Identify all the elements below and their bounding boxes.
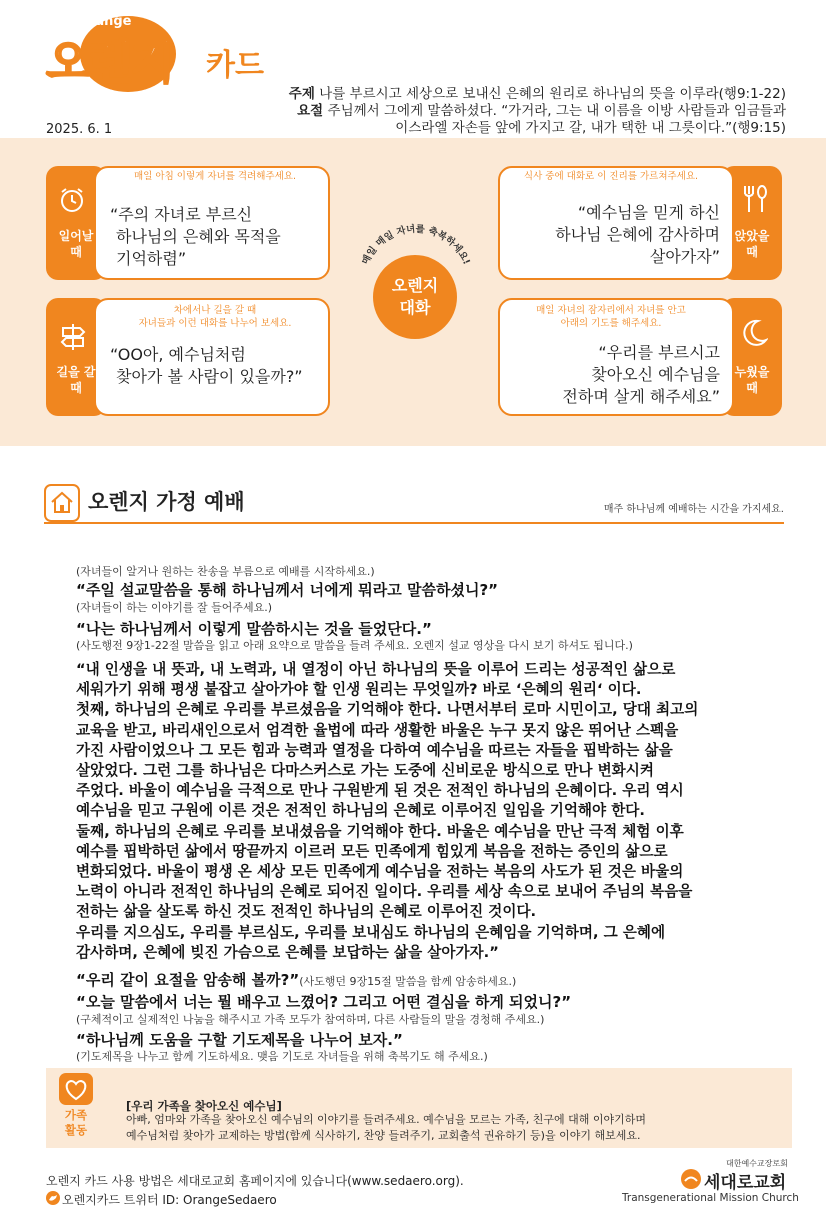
meal-quote: “예수님을 믿게 하신 하나님 은혜에 감사하며 살아가자”	[555, 203, 720, 266]
footer-twitter: 오렌지카드 트위터 ID: OrangeSedaero	[62, 1193, 277, 1207]
verse-text-2: 이스라엘 자손들 앞에 가지고 갈, 내가 택한 내 그릇이다.”(행9:15)	[395, 120, 786, 136]
family-tab-label: 가족 활동	[64, 1108, 88, 1137]
section-divider	[44, 522, 784, 524]
question-5: “하나님께 도움을 구할 기도제목을 나누어 보자.”	[76, 1031, 403, 1049]
fork-spoon-icon	[740, 184, 768, 214]
sermon-summary: “내 인생을 내 뜻과, 내 노력과, 내 열정이 아닌 하나님의 뜻을 이루어 드리는 성공적인 삶으로 세워가기 위해 평생 붙잡고 살아가야 할 인생 원리는 무엇일까? 바로 ‘은혜의 원리‘ 이다. 첫째, 하나님의 은혜로 우리를 부르셨음을 기억해야 한다. 나면서부터 로마 시민이고, 당대 최고의 교육을 받고, 바리새인으로서 엄격한 율법에 따라 생활한 바울은 누구 못지 않은 뛰어난 스펙을 가진 사람이었으나 그 모든 힘과 능력과 열정을 다하여 예수님을 따르는 자들을 핍박하는 삶을 살았었다. 그런 그를 하나님은 다마스커스로 가는 도중에 신비로운 방식으로 만나 변화시켜 주었다. 바울이 예수님을 극적으로 만나 구원받게 된 것은 전적인 하나님의 은혜이다. 우리 역시 예수님을 믿고 구원에 이른 것은 전적인 하나님의 은혜로 이루어진 일임을 기억해야 한다. 둘째, 하나님의 은혜로 우리를 보내셨음을 기억해야 한다. 바울은 예수님을 만난 극적 체험 이후 예수를 핍박하던 삶에서 땅끝까지 이르러 모든 민족에게 힘있게 복음을 전하는 증인의 삶으로 변화되었다. 바울이 평생 온 세상 모든 민족에게 예수님을 전하는 복음의 사도가 된 것은 바울의 노력이 아니라 전적인 하나님의 은혜로 되어진 일이다. 우리를 세상 속으로 보내어 주님의 복음을 전하는 삶을 살도록 하신 것도 전적인 하나님의 은혜로 이루어진 것이다. 우리를 지으심도, 우리를 부르심도, 우리를 보내심도 하나님의 은혜임을 기억하며, 그 은혜에 감사하며, 은혜에 빚진 가슴으로 은혜를 보답하는 삶을 살아가자.”	[76, 661, 699, 961]
theme-text: 나를 부르시고 세상으로 보내신 은혜의 원리로 하나님의 뜻을 이루라(행9:1-22)	[319, 86, 786, 102]
theme-block	[226, 86, 786, 137]
church-name: 세대로교회	[704, 1173, 787, 1193]
question-3-row	[76, 970, 516, 990]
question-4: “오늘 말씀에서 너는 뭘 배우고 느꼈어? 그리고 어떤 결심을 하게 되었니?”	[76, 993, 572, 1011]
note-5: (기도제목을 나누고 함께 기도하세요. 맺음 기도로 자녀들을 위해 축복기도 해 주세요.)	[76, 1050, 488, 1063]
alarm-clock-icon	[58, 186, 86, 214]
note-1: (자녀들이 알거나 원하는 찬송을 부름으로 예배를 시작하세요.)	[76, 565, 375, 578]
church-denomination: 대한예수교장로회	[726, 1159, 788, 1168]
question-3-note: (사도행던 9장15절 말씀을 함께 암송하세요.)	[299, 975, 517, 988]
note-3: (사도행전 9장1-22절 말씀을 읽고 아래 요약으로 말씀을 들려 주세요. 오렌지 설교 영상을 다시 보기 하셔도 됩니다.)	[76, 639, 633, 652]
verse-label: 요절	[297, 103, 324, 119]
home-icon	[44, 484, 80, 522]
center-arc-text: 매일 매일 자녀를 축복하세요!	[360, 223, 472, 267]
wake-tab-label: 일어날 때	[58, 229, 94, 259]
road-tab-label: 길을 갈 때	[56, 365, 96, 395]
worship-title: 오렌지 가정 예배	[88, 490, 245, 514]
question-3: “우리 같이 요절을 암송해 볼까?”	[76, 971, 300, 989]
wake-quote: “주의 자녀로 부르신 하나님의 은혜와 목적을 기억하렴”	[110, 205, 281, 268]
road-hint: 차에서나 길을 갈 때 자녀들과 이런 대화를 나누어 보세요.	[138, 305, 292, 329]
date: 2025. 6. 1	[46, 122, 113, 137]
theme-label: 주제	[288, 86, 315, 102]
signpost-icon	[58, 322, 88, 352]
twitter-icon	[46, 1191, 60, 1205]
church-english-name: Transgenerational Mission Church	[622, 1192, 799, 1204]
bed-hint: 매일 자녀의 잠자리에서 자녀를 안고 아래의 기도를 해주세요.	[536, 305, 686, 329]
verse-text-1: 주님께서 그에게 말씀하셨다. “가거라, 그는 내 이름을 이방 사람들과 임금들과	[327, 103, 786, 119]
note-2: (자녀들이 하는 이야기를 잘 들어주세요.)	[76, 601, 273, 614]
road-quote: “OO아, 예수님처럼 찾아가 볼 사람이 있을까?”	[110, 345, 303, 386]
family-text: 아빠, 엄마와 가족을 찾아오신 예수님의 이야기를 들려주세요. 예수님을 모르는 가족, 친구에 대해 이야기하며 예수님처럼 찾아가 교제하는 방법(함께 식사하기, 찬양 들려주기, 교회출석 권유하기 등)을 이야기 해보세요.	[126, 1113, 646, 1142]
question-2: “나는 하나님께서 이렇게 말씀하시는 것을 들었단다.”	[76, 620, 432, 638]
family-title: [우리 가족을 찾아오신 예수님]	[126, 1099, 282, 1113]
meal-hint: 식사 중에 대화로 이 진리를 가르쳐주세요.	[523, 171, 699, 182]
heart-icon	[58, 1072, 94, 1106]
meal-tab-label: 앉았을 때	[734, 229, 770, 259]
center-title: 오렌지 대화	[373, 255, 457, 339]
moon-icon	[740, 318, 768, 348]
logo-card: 카드	[206, 48, 264, 83]
note-4: (구체적이고 실제적인 나눔을 해주시고 가족 모두가 참여하며, 다른 사람들의 말을 경청해 주세요.)	[76, 1013, 545, 1026]
church-logo-icon	[680, 1168, 702, 1190]
worship-subtitle: 매주 하나님께 예배하는 시간을 가지세요.	[603, 504, 784, 515]
footer-usage: 오렌지 카드 사용 방법은 세대로교회 홈페이지에 있습니다(www.sedaero.org).	[46, 1174, 464, 1188]
question-1: “주일 설교말씀을 통해 하나님께서 너에게 뭐라고 말씀하셨니?”	[76, 581, 499, 599]
bed-quote: “우리를 부르시고 찾아오신 예수님을 전하며 살게 해주세요”	[562, 343, 720, 406]
bed-tab-label: 누웠을 때	[734, 365, 770, 395]
logo-small: orange	[80, 14, 132, 29]
logo-main: 오렌지	[46, 35, 174, 89]
wake-hint: 매일 아침 이렇게 자녀를 격려해주세요.	[134, 171, 296, 182]
